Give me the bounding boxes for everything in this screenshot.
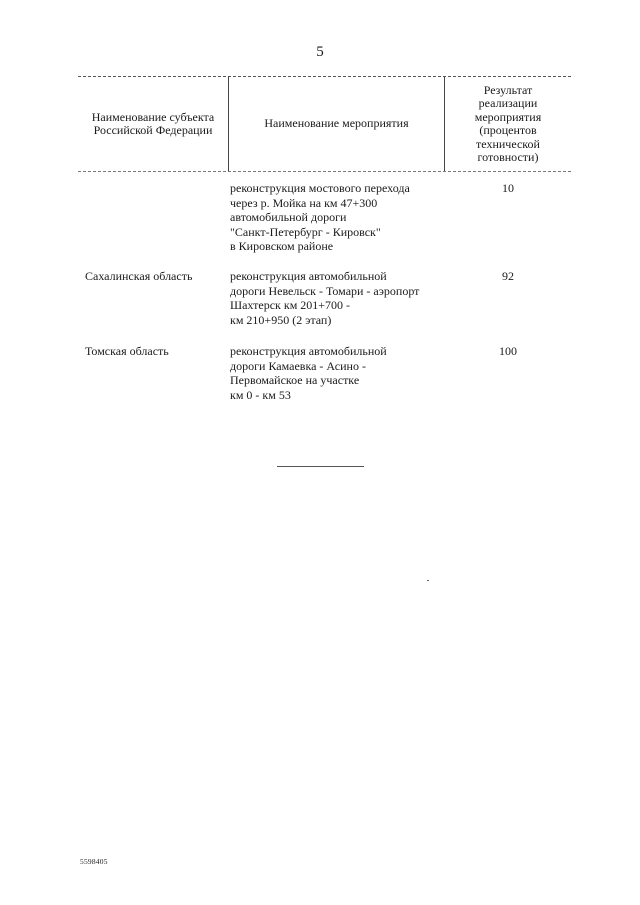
event-line: в Кировском районе [230, 239, 334, 253]
end-of-document-rule [277, 466, 364, 467]
header-result [445, 77, 571, 171]
event-line: Шахтерск км 201+700 - [230, 298, 351, 312]
event-line: "Санкт-Петербург - Кировск" [230, 224, 381, 239]
page-number: 5 [316, 44, 324, 60]
row-region: Томская область [85, 344, 169, 358]
event-line: реконструкция автомобильной [230, 269, 387, 283]
table-row [78, 181, 571, 269]
header-result-line: мероприятия [474, 109, 542, 124]
table-header [78, 76, 571, 172]
row-result: 100 [499, 344, 517, 358]
row-event [230, 344, 445, 402]
event-line: дороги Камаевка - Асино - [230, 358, 366, 373]
row-event [230, 269, 445, 327]
table-row [78, 269, 571, 344]
event-line: Первомайское на участке [230, 373, 360, 387]
event-line: реконструкция мостового перехода [230, 181, 410, 195]
event-line: автомобильной дороги [230, 210, 347, 224]
header-event: Наименование мероприятия [264, 116, 409, 131]
row-event [230, 181, 445, 254]
row-result: 92 [502, 269, 514, 283]
header-result-line: Результат [483, 82, 533, 97]
scan-speck [427, 580, 429, 581]
event-line: км 210+950 (2 этап) [230, 312, 332, 327]
event-line: км 0 - км 53 [230, 387, 291, 402]
event-line: дороги Невельск - Томари - аэропорт [230, 283, 420, 298]
header-result-line: (процентов [479, 123, 537, 137]
header-result-line: реализации [478, 96, 538, 110]
header-result-line: готовности) [477, 150, 539, 164]
row-region: Сахалинская область [85, 269, 193, 283]
header-result-line: технической [476, 136, 540, 151]
table-row [78, 344, 571, 414]
event-line: через р. Мойка на км 47+300 [230, 195, 378, 210]
event-line: реконструкция автомобильной [230, 344, 387, 358]
document-code: 5598405 [80, 857, 108, 866]
table-body [78, 181, 571, 414]
header-region: Наименование субъекта Российской Федерации [91, 109, 215, 137]
results-table [78, 76, 571, 402]
row-result: 10 [502, 181, 514, 195]
